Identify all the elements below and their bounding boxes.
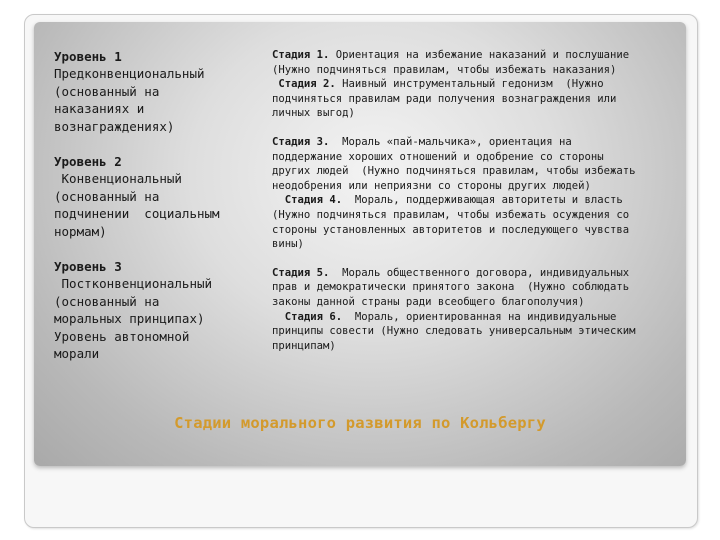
level-2-line: (основанный на — [54, 188, 160, 204]
level-3-line: Уровень автономной — [54, 328, 190, 344]
stage-6-title-line — [272, 310, 684, 325]
levels-column — [54, 48, 254, 381]
stage-6-text: Мораль, ориентированная на индивидуальные — [342, 310, 617, 323]
stage-2-title-line — [272, 77, 684, 92]
stage-6-label: Стадия 6. — [272, 310, 343, 323]
stage-5-label: Стадия 5. — [272, 266, 330, 279]
stage-2-text: личных выгод) — [272, 107, 355, 120]
stages-block-1-2 — [272, 48, 684, 121]
stage-6-text: принципам) — [272, 339, 336, 352]
stage-4-text: (Нужно подчиняться правилам, чтобы избежать осуждения со — [272, 208, 630, 221]
level-2 — [54, 153, 254, 240]
level-1-line: вознаграждениях) — [54, 118, 175, 134]
stage-4-label: Стадия 4. — [272, 194, 343, 207]
level-2-line: подчинении социальным — [54, 206, 220, 222]
stage-5-title-line — [272, 266, 684, 281]
stage-2-label: Стадия 2. — [272, 78, 336, 91]
slide-title: Стадии морального развития по Кольбергу — [174, 414, 546, 432]
level-1-heading: Уровень 1 — [54, 49, 122, 64]
stage-4-text: вины) — [272, 238, 304, 251]
stage-1-label: Стадия 1. — [272, 49, 330, 61]
stages-column — [272, 48, 684, 367]
stage-1-title-line — [272, 48, 684, 63]
stage-4-text: стороны установленных авторитетов и последующего чувства — [272, 223, 630, 236]
level-1-line: (основанный на — [54, 83, 160, 99]
level-1 — [54, 48, 254, 135]
stage-3-text: неодобрения или неприязни со стороны других людей) — [272, 179, 591, 192]
stage-2-text: Наивный инструментальный гедонизм (Нужно — [335, 78, 604, 91]
level-1-line: наказаниях и — [54, 101, 145, 117]
stage-4-title-line — [272, 193, 684, 208]
stage-4-text: Мораль, поддерживающая авторитеты и власть — [342, 194, 623, 207]
level-3-line: Постконвенциональный — [54, 276, 213, 292]
stage-3-text: других людей (Нужно подчиняться правилам, чтобы избежать — [272, 165, 636, 178]
level-2-heading: Уровень 2 — [54, 154, 122, 170]
stage-1-text: Ориентация на избежание наказаний и послушание — [329, 49, 630, 61]
stage-5-text: Мораль общественного договора, индивидуальных — [329, 266, 630, 279]
stage-3-title-line — [272, 135, 684, 150]
level-2-line: Конвенциональный — [54, 171, 182, 187]
stage-6-text: принципы совести (Нужно следовать универсальным этическим — [272, 325, 636, 338]
level-1-line: Предконвенциональный — [54, 66, 205, 82]
stage-3-text: Мораль «пай-мальчика», ориентация на — [329, 135, 572, 148]
level-3 — [54, 258, 254, 362]
level-3-line: морали — [54, 346, 100, 362]
stages-block-3-4 — [272, 135, 684, 252]
level-3-line: моральных принципах) — [54, 311, 205, 327]
stage-1-text: (Нужно подчиняться правилам, чтобы избежать наказания) — [272, 63, 617, 76]
stage-3-label: Стадия 3. — [272, 135, 330, 148]
level-2-line: нормам) — [54, 223, 107, 239]
level-3-heading: Уровень 3 — [54, 259, 122, 275]
stages-block-5-6 — [272, 266, 684, 354]
level-3-line: (основанный на — [54, 293, 160, 309]
stage-5-text: прав и демократически принятого закона (Нужно соблюдать — [272, 281, 630, 294]
stage-3-text: поддержание хороших отношений и одобрение со стороны — [272, 150, 604, 163]
stage-5-text: законы данной страны ради всеобщего благополучия) — [272, 295, 585, 308]
stage-2-text: подчиняться правилам ради получения вознаграждения или — [272, 92, 617, 105]
